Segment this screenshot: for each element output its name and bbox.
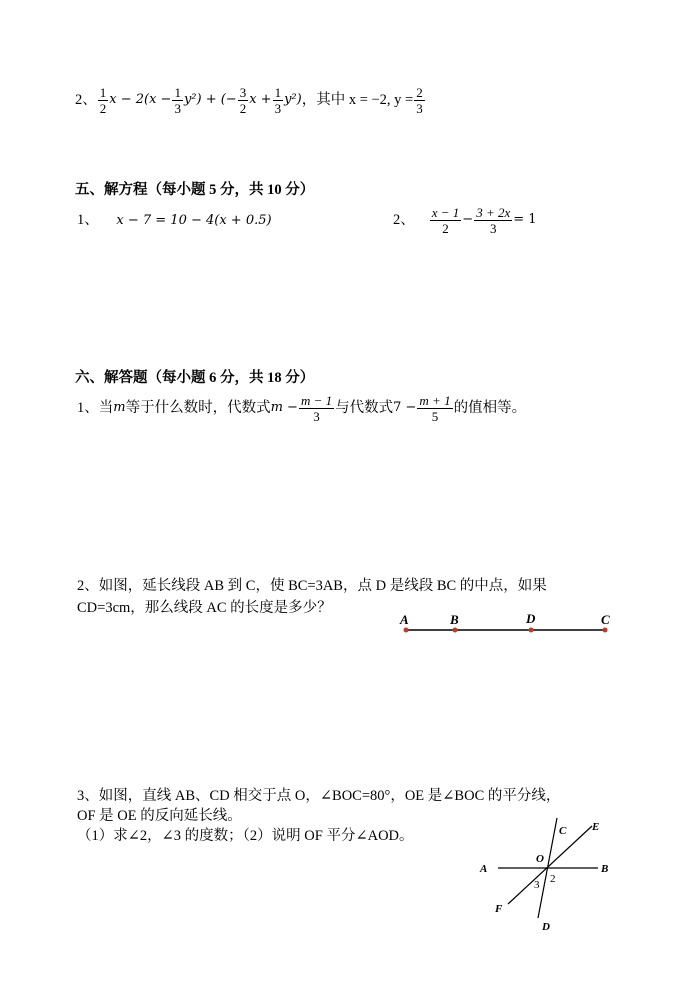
angle-figure [470, 812, 620, 942]
minus-sign: − [462, 212, 474, 227]
point-A [404, 628, 409, 633]
fraction: $\frac{2}{3}$ [416, 84, 423, 116]
point-B [453, 628, 458, 633]
fraction: $\frac{3 + 2x}{3}$ [476, 204, 511, 236]
expr-segment: y²) [284, 92, 302, 107]
eval-condition: ，其中 x = −2, y = [301, 92, 414, 108]
equation-rhs: = 1 [513, 212, 537, 227]
fraction: $\frac{1}{2}$ [99, 84, 107, 116]
label-B: B [450, 612, 459, 627]
question-text: 等于什么数时，代数式 [125, 400, 271, 416]
label-O: O [536, 853, 544, 865]
equation-1 [77, 211, 272, 230]
equation-2 [393, 200, 537, 240]
label-D: D [542, 921, 550, 933]
section-heading: 五、解方程（每小题 5 分，共 10 分） [75, 182, 315, 198]
variable-m: m [113, 400, 126, 415]
question-3-line-1: 3、如图，直线 AB、CD 相交于点 O，∠BOC=80°，OE 是∠BOC 的平分线， [77, 788, 561, 804]
fraction: $\frac{x - 1}{2}$ [431, 204, 460, 236]
label-B: B [601, 863, 609, 875]
fraction: $\frac{1}{3}$ [174, 84, 181, 116]
question-text: 与代数式 [335, 400, 394, 416]
angle-2-label: 2 [550, 873, 556, 885]
expr-segment: m − [270, 400, 298, 415]
problem-index: 2、 [393, 212, 415, 228]
question-1 [77, 388, 526, 428]
question-text: 1、当 [77, 400, 114, 416]
question-3-line-3: （1）求∠2，∠3 的度数；（2）说明 OF 平分∠AOD。 [77, 828, 414, 844]
segment-figure [390, 605, 620, 640]
expr-segment: y²) + (− [183, 92, 237, 107]
fraction: $\frac{1}{3}$ [274, 84, 282, 116]
label-A: A [400, 612, 409, 627]
label-D: D [526, 611, 536, 626]
fraction: $\frac{3}{2}$ [239, 84, 247, 116]
eval-index: 2、 [75, 92, 97, 108]
expr-segment: 7 − [393, 400, 417, 415]
angle-3-label: 3 [534, 879, 540, 891]
question-2-line-1: 2、如图，延长线段 AB 到 C，使 BC=3AB，点 D 是线段 BC 的中点，如果 [77, 578, 547, 594]
point-D [529, 628, 534, 633]
question-3-line-2: OF 是 OE 的反向延长线。 [77, 808, 242, 824]
label-C: C [601, 612, 610, 627]
equation-expr: x − 7 = 10 − 4(x + 0.5) [116, 213, 272, 228]
line-EF [508, 826, 592, 904]
point-C [603, 628, 608, 633]
expr-segment: x − 2(x − [109, 92, 172, 107]
label-E: E [592, 821, 600, 833]
eval-question [75, 80, 426, 120]
label-A: A [480, 863, 488, 875]
problem-index: 1、 [77, 212, 99, 228]
question-2-line-2: CD=3cm，那么线段 AC 的长度是多少？ [77, 600, 332, 616]
label-F: F [495, 903, 503, 915]
expr-segment: x + [249, 92, 272, 107]
label-C: C [559, 825, 567, 837]
fraction: $\frac{m - 1}{3}$ [300, 392, 333, 424]
fraction: $\frac{m + 1}{5}$ [419, 392, 451, 424]
section-heading: 六、解答题（每小题 6 分，共 18 分） [75, 370, 315, 386]
question-text: 的值相等。 [453, 400, 527, 416]
